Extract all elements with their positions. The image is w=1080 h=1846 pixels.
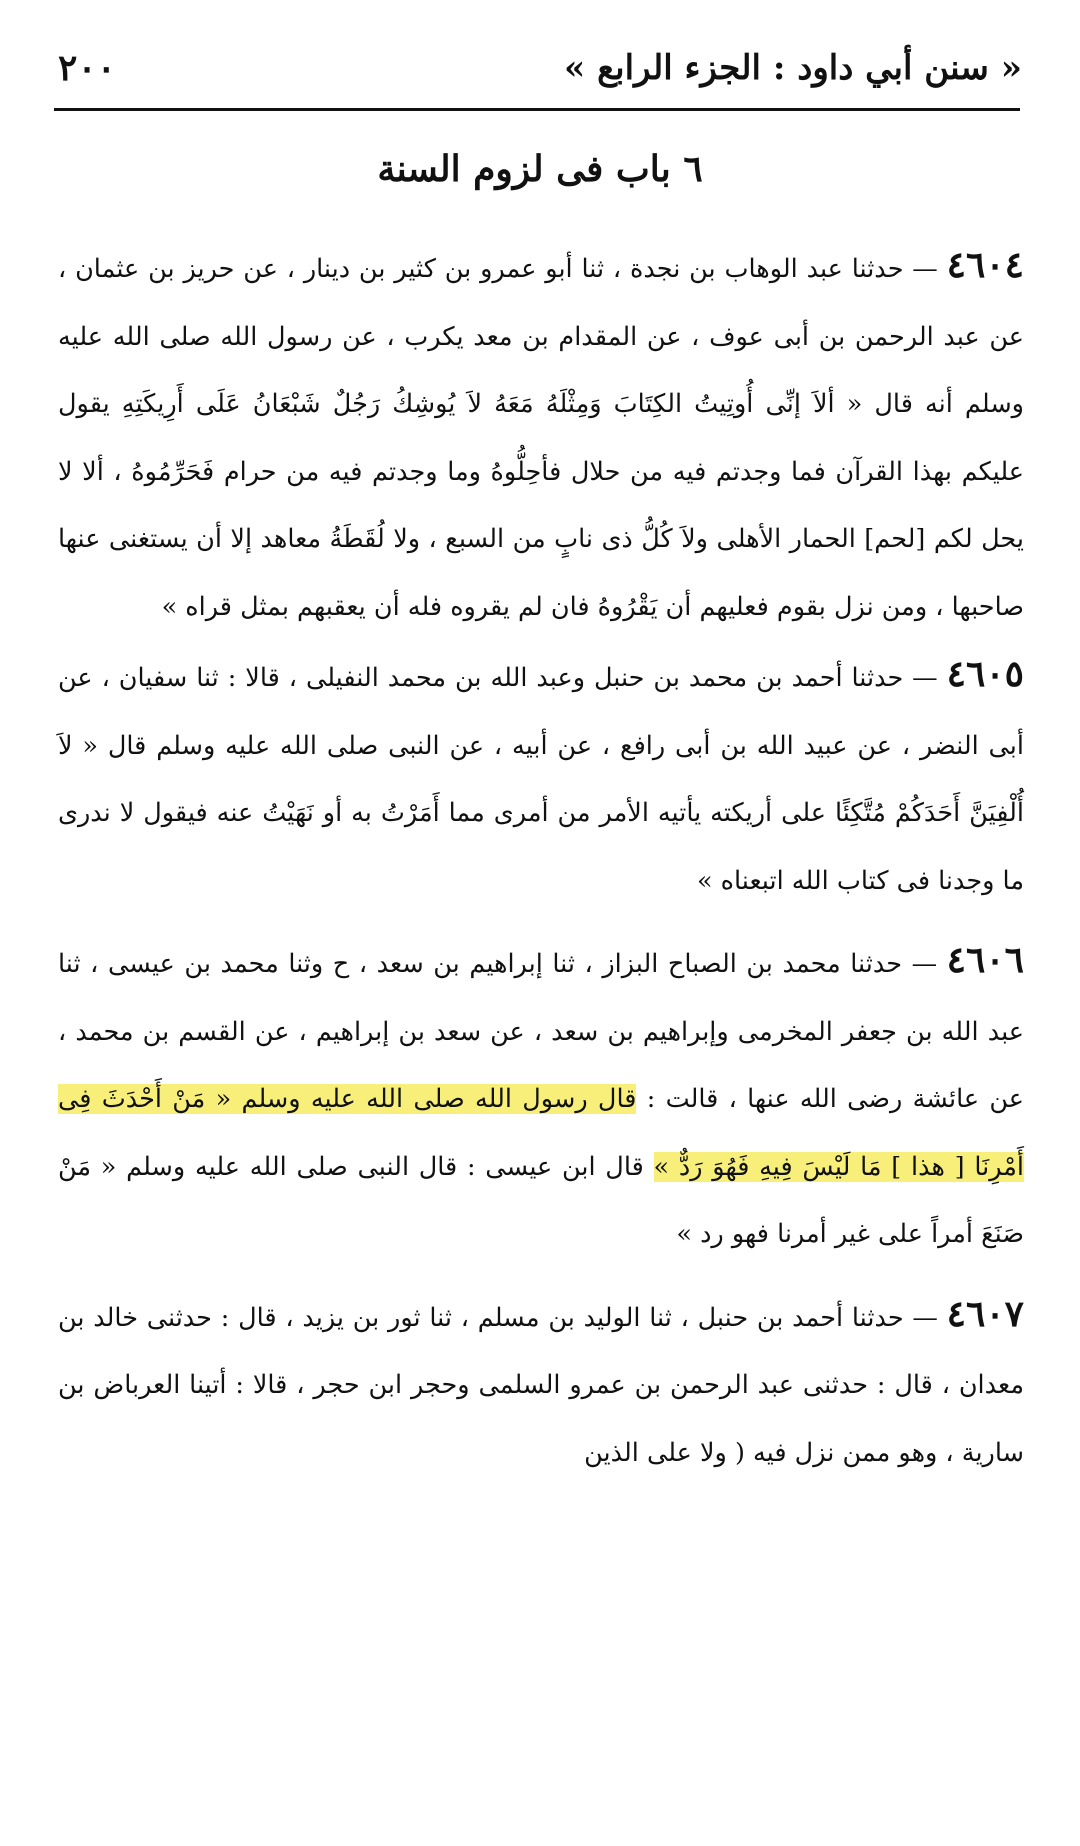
hadith-text — [58, 232, 1024, 1487]
hadith-4605 — [58, 641, 1024, 915]
hadith-body: — حدثنا أحمد بن محمد بن حنبل وعبد الله بن محمد النفيلى ، قالا : ثنا سفيان ، عن أبى النضر ، عن عبيد الله بن أبى رافع ، عن أبيه ، عن النبى صلى الله عليه وسلم قال « لاَ أُلْفِيَنَّ أَحَدَكُمْ مُتَّكِئًا على أريكته يأتيه الأمر من أمرى مما أَمَرْتُ به أو نَهَيْتُ عنه فيقول لا ندرى ما وجدنا فى كتاب الله اتبعناه » — [58, 663, 1024, 896]
hadith-4606 — [58, 927, 1024, 1269]
hadith-body: — حدثنا عبد الوهاب بن نجدة ، ثنا أبو عمرو بن كثير بن دينار ، عن حريز بن عثمان ، عن عبد الرحمن بن أبى عوف ، عن المقدام بن معد يكرب ، عن رسول الله صلى الله عليه وسلم أنه قال « ألاَ إنِّى أُوتِيتُ الكِتَابَ وَمِثْلَهُ مَعَهُ لاَ يُوشِكُ رَجُلٌ شَبْعَانُ عَلَى أَرِيكَتِهِ يقول عليكم بهذا القرآن فما وجدتم فيه من حلال فأحِلُّوهُ وما وجدتم فيه من حرام فَحَرِّمُوهُ ، ألا لا يحل لكم [لحم] الحمار الأهلى ولاَ كُلُّ ذى نابٍ من السبع ، ولا لُقَطَةُ معاهد إلا أن يستغنى عنها صاحبها ، ومن نزل بقوم فعليهم أن يَقْرُوهُ فان لم يقروه فله أن يعقبهم بمثل قراه » — [58, 254, 1024, 622]
hadith-number: ٤٦٠٧ — [946, 1292, 1024, 1335]
hadith-body-continued: قال ابن عيسى : قال النبى صلى الله عليه وسلم « مَنْ صَنَعَ أمراً على غير أمرنا فهو رد » — [58, 1151, 1024, 1249]
header-rule — [54, 108, 1020, 111]
chapter-title: ٦ باب فى لزوم السنة — [377, 148, 703, 190]
running-title: « سنن أبي داود : الجزء الرابع » — [563, 48, 1022, 88]
hadith-4607 — [58, 1281, 1024, 1488]
hadith-number: ٤٦٠٤ — [946, 244, 1025, 286]
page-number: ٢٠٠ — [58, 47, 117, 89]
highlighted-text: قال رسول الله صلى الله عليه وسلم « مَنْ أَحْدَثَ فِى أَمْرِنَا [ هذا ] مَا لَيْسَ فِيهِ فَهُوَ رَدٌّ » — [58, 1084, 1025, 1182]
hadith-4604 — [58, 232, 1024, 641]
hadith-number: ٤٦٠٦ — [946, 939, 1024, 981]
hadith-body: — حدثنا محمد بن الصباح البزاز ، ثنا إبراهيم بن سعد ، ح وثنا محمد بن عيسى ، ثنا عبد الله بن جعفر المخرمى وإبراهيم بن سعد ، عن سعد بن إبراهيم ، عن القسم بن محمد ، عن عائشة رضى الله عنها ، قالت : — [58, 949, 1024, 1114]
hadith-body: — حدثنا أحمد بن حنبل ، ثنا الوليد بن مسلم ، ثنا ثور بن يزيد ، قال : حدثنى خالد بن معدان ، قال : حدثنى عبد الرحمن بن عمرو السلمى وحجر ابن حجر ، قالا : أتينا العرباض بن سارية ، وهو ممن نزل فيه ( ولا على الذين — [58, 1302, 1024, 1468]
page-header — [58, 38, 1022, 98]
hadith-number: ٤٦٠٥ — [946, 653, 1024, 695]
